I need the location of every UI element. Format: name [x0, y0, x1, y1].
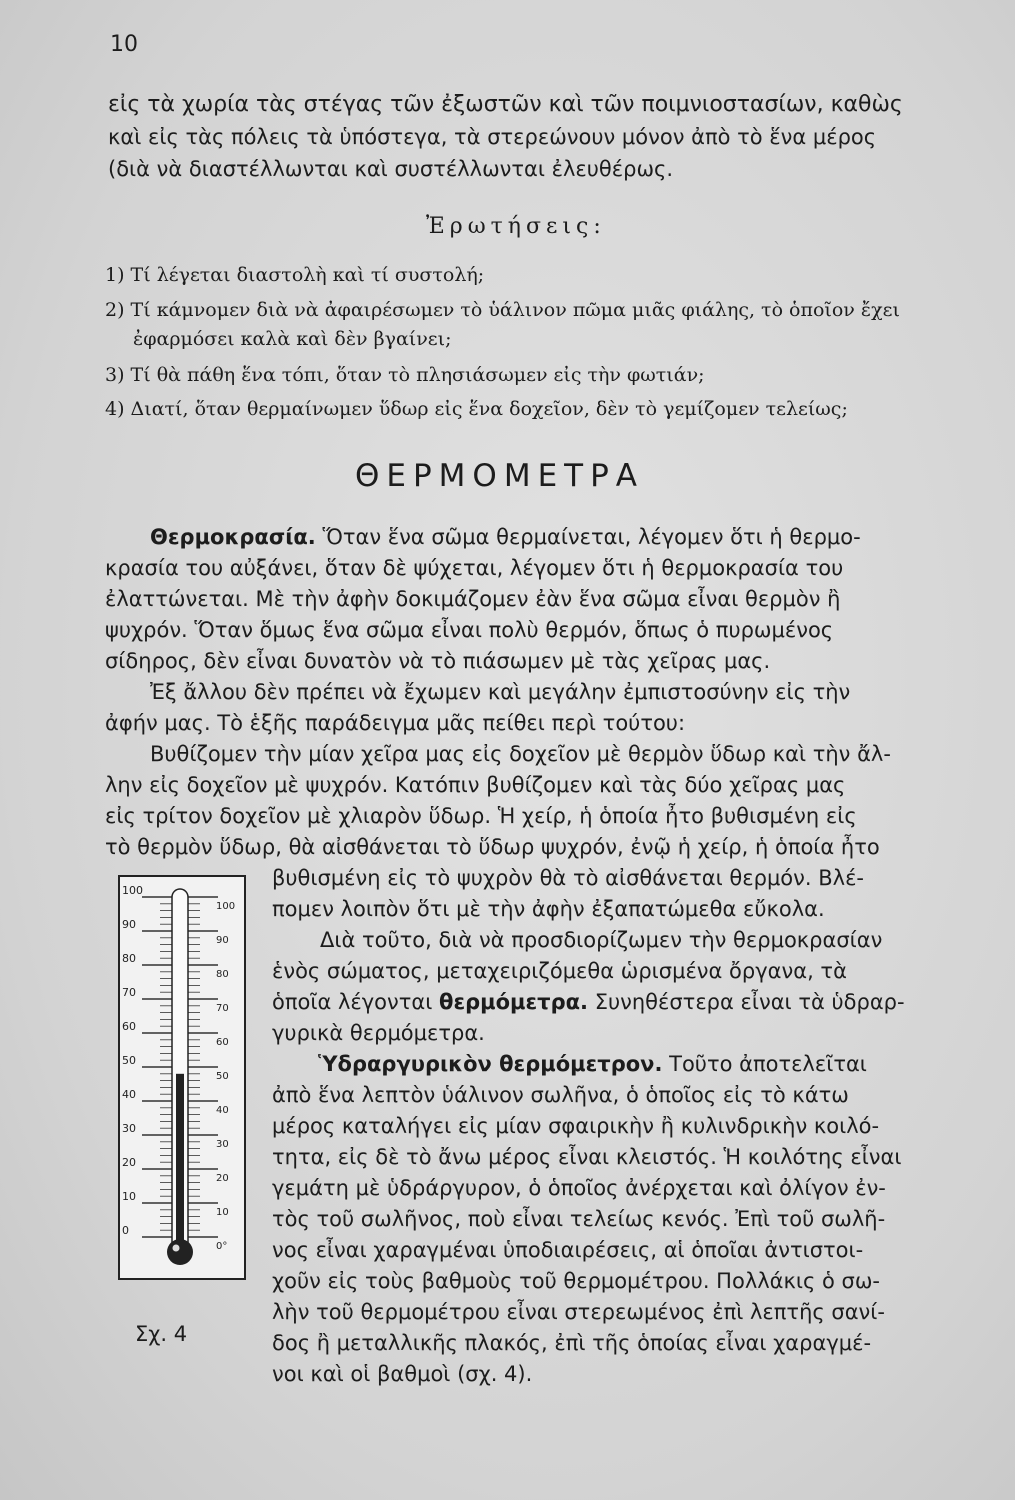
scale-label-left: 10: [122, 1190, 136, 1203]
thermometer-figure: [118, 875, 246, 1280]
question-item: 3) Τί θὰ πάθη ἕνα τόπι, ὅταν τὸ πλησιάσωμεν εἰς τὴν φωτιάν;: [105, 364, 705, 386]
scale-label-left: 50: [122, 1054, 136, 1067]
question-item: 1) Τί λέγεται διαστολὴ καὶ τί συστολή;: [105, 264, 485, 286]
term-mercury-thermometer: Ὑδραργυρικὸν θερμόμετρον.: [318, 1052, 663, 1076]
paragraph-line: νοι καὶ οἱ βαθμοὶ (σχ. 4).: [272, 1362, 533, 1386]
scale-label-right: 60: [216, 1037, 229, 1048]
paragraph-text: Τοῦτο ἀποτελεῖται: [662, 1052, 867, 1076]
paragraph-text: Συνηθέστερα εἶναι τὰ ὑδραρ-: [588, 990, 905, 1014]
intro-line: καὶ εἰς τὰς πόλεις τὰ ὑπόστεγα, τὰ στερεώνουν μόνον ἀπὸ τὸ ἕνα μέρος: [108, 125, 877, 149]
paragraph-line: τὸ θερμὸν ὕδωρ, θὰ αἰσθάνεται τὸ ὕδωρ ψυχρόν, ἐνῷ ἡ χείρ, ἡ ὁποία ἦτο: [105, 835, 880, 859]
paragraph-line: [150, 524, 861, 550]
scale-label-left: 20: [122, 1156, 136, 1169]
paragraph-line: τητα, εἰς δὲ τὸ ἄνω μέρος εἶναι κλειστός. Ἡ κοιλότης εἶναι: [272, 1145, 902, 1169]
paragraph-line: σίδηρος, δὲν εἶναι δυνατὸν νὰ τὸ πιάσωμεν μὲ τὰς χεῖρας μας.: [105, 649, 771, 673]
paragraph-line: Διὰ τοῦτο, διὰ νὰ προσδιορίζωμεν τὴν θερμοκρασίαν: [320, 928, 883, 952]
paragraph-line: μέρος καταλήγει εἰς μίαν σφαιρικὴν ἢ κυλινδρικὴν κοιλό-: [272, 1114, 880, 1138]
scale-label-left: 100: [122, 884, 143, 897]
paragraph-line: Βυθίζομεν τὴν μίαν χεῖρα μας εἰς δοχεῖον μὲ θερμὸν ὕδωρ καὶ τὴν ἄλ-: [150, 742, 891, 766]
scale-label-right: 80: [216, 969, 229, 980]
question-item: 2) Τί κάμνομεν διὰ νὰ ἀφαιρέσωμεν τὸ ὑάλινον πῶμα μιᾶς φιάλης, τὸ ὁποῖον ἔχει: [105, 299, 900, 321]
paragraph-line: λην εἰς δοχεῖον μὲ ψυχρόν. Κατόπιν βυθίζομεν καὶ τὰς δύο χεῖρας μας: [105, 773, 846, 797]
paragraph-line: νος εἶναι χαραγμέναι ὑποδιαιρέσεις, αἱ ὁποῖαι ἀντιστοι-: [272, 1238, 864, 1262]
term-temperature: Θερμοκρασία.: [150, 525, 316, 549]
paragraph-line: ἐλαττώνεται. Μὲ τὴν ἀφὴν δοκιμάζομεν ἐὰν ἕνα σῶμα εἶναι θερμὸν ἢ: [105, 587, 841, 611]
scale-label-left: 40: [122, 1088, 136, 1101]
questions-heading: Ἐρωτήσεις:: [426, 214, 606, 239]
scale-label-right: 10: [216, 1207, 229, 1218]
scale-label-right: 30: [216, 1139, 229, 1150]
scale-label-right: 90: [216, 935, 229, 946]
scale-label-left: 0: [122, 1224, 129, 1237]
scale-label-left: 80: [122, 952, 136, 965]
figure-caption: Σχ. 4: [135, 1322, 188, 1346]
intro-line: (διὰ νὰ διαστέλλωνται καὶ συστέλλωνται ἐλευθέρως.: [108, 157, 674, 181]
paragraph-line: [272, 989, 905, 1015]
paragraph-line: [318, 1051, 867, 1077]
paragraph-line: χοῦν εἰς τοὺς βαθμοὺς τοῦ θερμομέτρου. Πολλάκις ὁ σω-: [272, 1269, 880, 1293]
scale-label-right: 50: [216, 1071, 229, 1082]
paragraph-line: Ἐξ ἄλλου δὲν πρέπει νὰ ἔχωμεν καὶ μεγάλην ἐμπιστοσύνην εἰς τὴν: [150, 680, 851, 704]
scale-label-left: 90: [122, 918, 136, 931]
paragraph-line: γεμάτη μὲ ὑδράργυρον, ὁ ὁποῖος ἀνέρχεται καὶ ὀλίγον ἐν-: [272, 1176, 886, 1200]
bulb-highlight: [173, 1245, 180, 1252]
paragraph-line: ψυχρόν. Ὅταν ὅμως ἕνα σῶμα εἶναι πολὺ θερμόν, ὅπως ὁ πυρωμένος: [105, 618, 834, 642]
paragraph-line: γυρικὰ θερμόμετρα.: [272, 1021, 485, 1045]
question-item: 4) Διατί, ὅταν θερμαίνωμεν ὕδωρ εἰς ἕνα δοχεῖον, δὲν τὸ γεμίζομεν τελείως;: [105, 398, 848, 420]
paragraph-line: βυθισμένη εἰς τὸ ψυχρὸν θὰ τὸ αἰσθάνεται θερμόν. Βλέ-: [272, 866, 864, 890]
page-number: 10: [110, 32, 138, 57]
paragraph-line: λὴν τοῦ θερμομέτρου εἶναι στερεωμένος ἐπὶ λεπτῆς σανί-: [272, 1300, 885, 1324]
scale-label-right: 20: [216, 1173, 229, 1184]
thermometer-bulb: [167, 1239, 193, 1265]
question-item: ἐφαρμόσει καλὰ καὶ δὲν βγαίνει;: [133, 328, 452, 350]
scale-label-right: 0°: [216, 1241, 228, 1252]
paragraph-line: τὸς τοῦ σωλῆνος, ποὺ εἶναι τελείως κενός. Ἐπὶ τοῦ σωλῆ-: [272, 1207, 886, 1231]
paragraph-line: ἀπὸ ἕνα λεπτὸν ὑάλινον σωλῆνα, ὁ ὁποῖος εἰς τὸ κάτω: [272, 1083, 849, 1107]
paragraph-text: ὁποῖα λέγονται: [272, 990, 440, 1014]
paragraph-line: πομεν λοιπὸν ὅτι μὲ τὴν ἀφὴν ἐξαπατώμεθα εὔκολα.: [272, 897, 825, 921]
paragraph-line: κρασία του αὐξάνει, ὅταν δὲ ψύχεται, λέγομεν ὅτι ἡ θερμοκρασία του: [105, 556, 844, 580]
scale-label-left: 70: [122, 986, 136, 999]
scale-label-right: 100: [216, 901, 236, 912]
scale-label-left: 30: [122, 1122, 136, 1135]
paragraph-line: δος ἢ μεταλλικῆς πλακός, ἐπὶ τῆς ὁποίας εἶναι χαραγμέ-: [272, 1331, 872, 1355]
scale-label-left: 60: [122, 1020, 136, 1033]
term-thermometers: θερμόμετρα.: [439, 990, 589, 1014]
paragraph-line: ἀφήν μας. Τὸ ἑξῆς παράδειγμα μᾶς πείθει περὶ τούτου:: [105, 711, 686, 735]
mercury-column: [176, 1074, 184, 1247]
paragraph-line: εἰς τρίτον δοχεῖον μὲ χλιαρὸν ὕδωρ. Ἡ χείρ, ἡ ὁποία ἦτο βυθισμένη εἰς: [105, 804, 857, 828]
intro-line: εἰς τὰ χωρία τὰς στέγας τῶν ἐξωστῶν καὶ τῶν ποιμνιοστασίων, καθὼς: [108, 92, 903, 117]
paragraph-line: ἑνὸς σώματος, μεταχειριζόμεθα ὡρισμένα ὄργανα, τὰ: [272, 959, 847, 983]
paragraph-text: Ὅταν ἕνα σῶμα θερμαίνεται, λέγομεν ὅτι ἡ θερμο-: [315, 525, 861, 549]
section-title: ΘΕΡΜΟΜΕΤΡΑ: [355, 458, 644, 494]
scale-label-right: 70: [216, 1003, 229, 1014]
scale-label-right: 40: [216, 1105, 229, 1116]
